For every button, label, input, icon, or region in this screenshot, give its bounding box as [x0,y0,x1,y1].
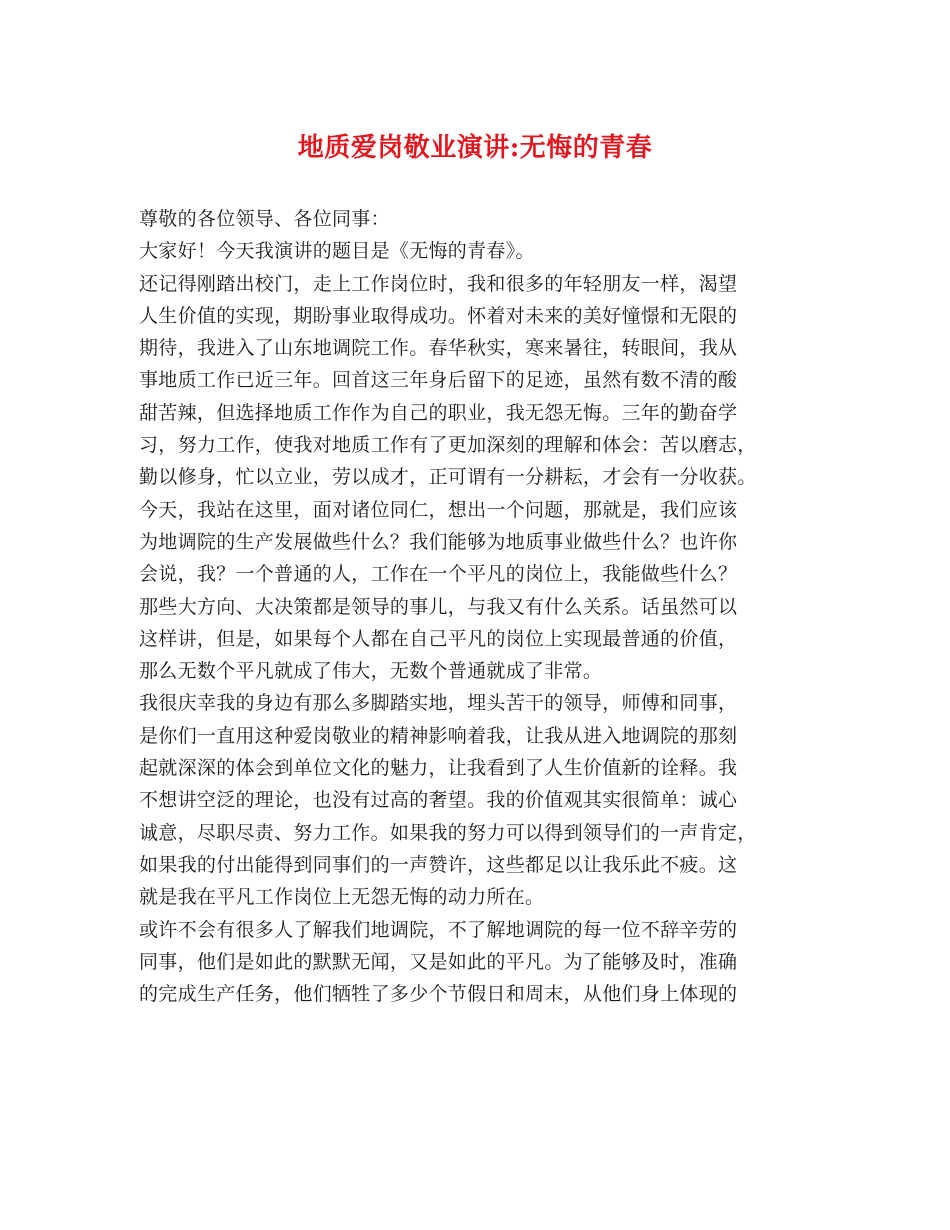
text-line: 如果我的付出能得到同事们的一声赞许，这些都足以让我乐此不疲。这 [139,853,738,876]
text-line: 诚意，尽职尽责、努力工作。如果我的努力可以得到领导们的一声肯定， [139,821,757,844]
text-line: 人生价值的实现，期盼事业取得成功。怀着对未来的美好憧憬和无限的 [139,304,738,327]
text-line: 习，努力工作，使我对地质工作有了更加深刻的理解和体会：苦以磨志， [139,434,757,457]
text-line: 事地质工作已近三年。回首这三年身后留下的足迹，虽然有数不清的酸 [139,369,738,392]
text-line: 起就深深的体会到单位文化的魅力，让我看到了人生价值新的诠释。我 [139,757,738,780]
text-line: 同事，他们是如此的默默无闻，又是如此的平凡。为了能够及时，准确 [139,950,738,973]
text-line: 就是我在平凡工作岗位上无怨无悔的动力所在。 [139,886,545,909]
text-line: 我很庆幸我的身边有那么多脚踏实地，埋头苦干的领导，师傅和同事， [139,692,738,715]
text-line: 的完成生产任务，他们牺牲了多少个节假日和周末，从他们身上体现的 [139,983,738,1006]
text-line: 期待，我进入了山东地调院工作。春华秋实，寒来暑往，转眼间，我从 [139,337,738,360]
text-line: 那些大方向、大决策都是领导的事儿，与我又有什么关系。话虽然可以 [139,595,738,618]
text-line: 尊敬的各位领导、各位同事： [139,208,390,230]
text-line: 是你们一直用这种爱岗敬业的精神影响着我，让我从进入地调院的那刻 [139,724,738,747]
text-line: 大家好！今天我演讲的题目是《无悔的青春》。 [139,240,535,263]
text-line: 甜苦辣，但选择地质工作作为自己的职业，我无怨无悔。三年的勤奋学 [139,401,738,424]
text-line: 还记得刚踏出校门，走上工作岗位时，我和很多的年轻朋友一样，渴望 [139,272,738,295]
document-body [139,203,829,1010]
text-line: 这样讲，但是，如果每个人都在自己平凡的岗位上实现最普通的价值， [139,627,738,650]
text-line: 为地调院的生产发展做些什么？我们能够为地质事业做些什么？也许你 [139,530,738,553]
text-line: 会说，我？一个普通的人，工作在一个平凡的岗位上，我能做些什么？ [139,563,738,586]
text-line: 或许不会有很多人了解我们地调院，不了解地调院的每一位不辞辛劳的 [139,918,738,941]
text-line: 那么无数个平凡就成了伟大，无数个普通就成了非常。 [139,660,603,683]
text-line: 今天，我站在这里，面对诸位同仁，想出一个问题，那就是，我们应该 [139,498,738,521]
document-title: 地质爱岗敬业演讲:无悔的青春 [297,133,653,163]
text-line: 勤以修身，忙以立业，劳以成才，正可谓有一分耕耘，才会有一分收获。 [139,466,757,489]
text-line: 不想讲空泛的理论，也没有过高的奢望。我的价值观其实很简单：诚心 [139,789,738,812]
